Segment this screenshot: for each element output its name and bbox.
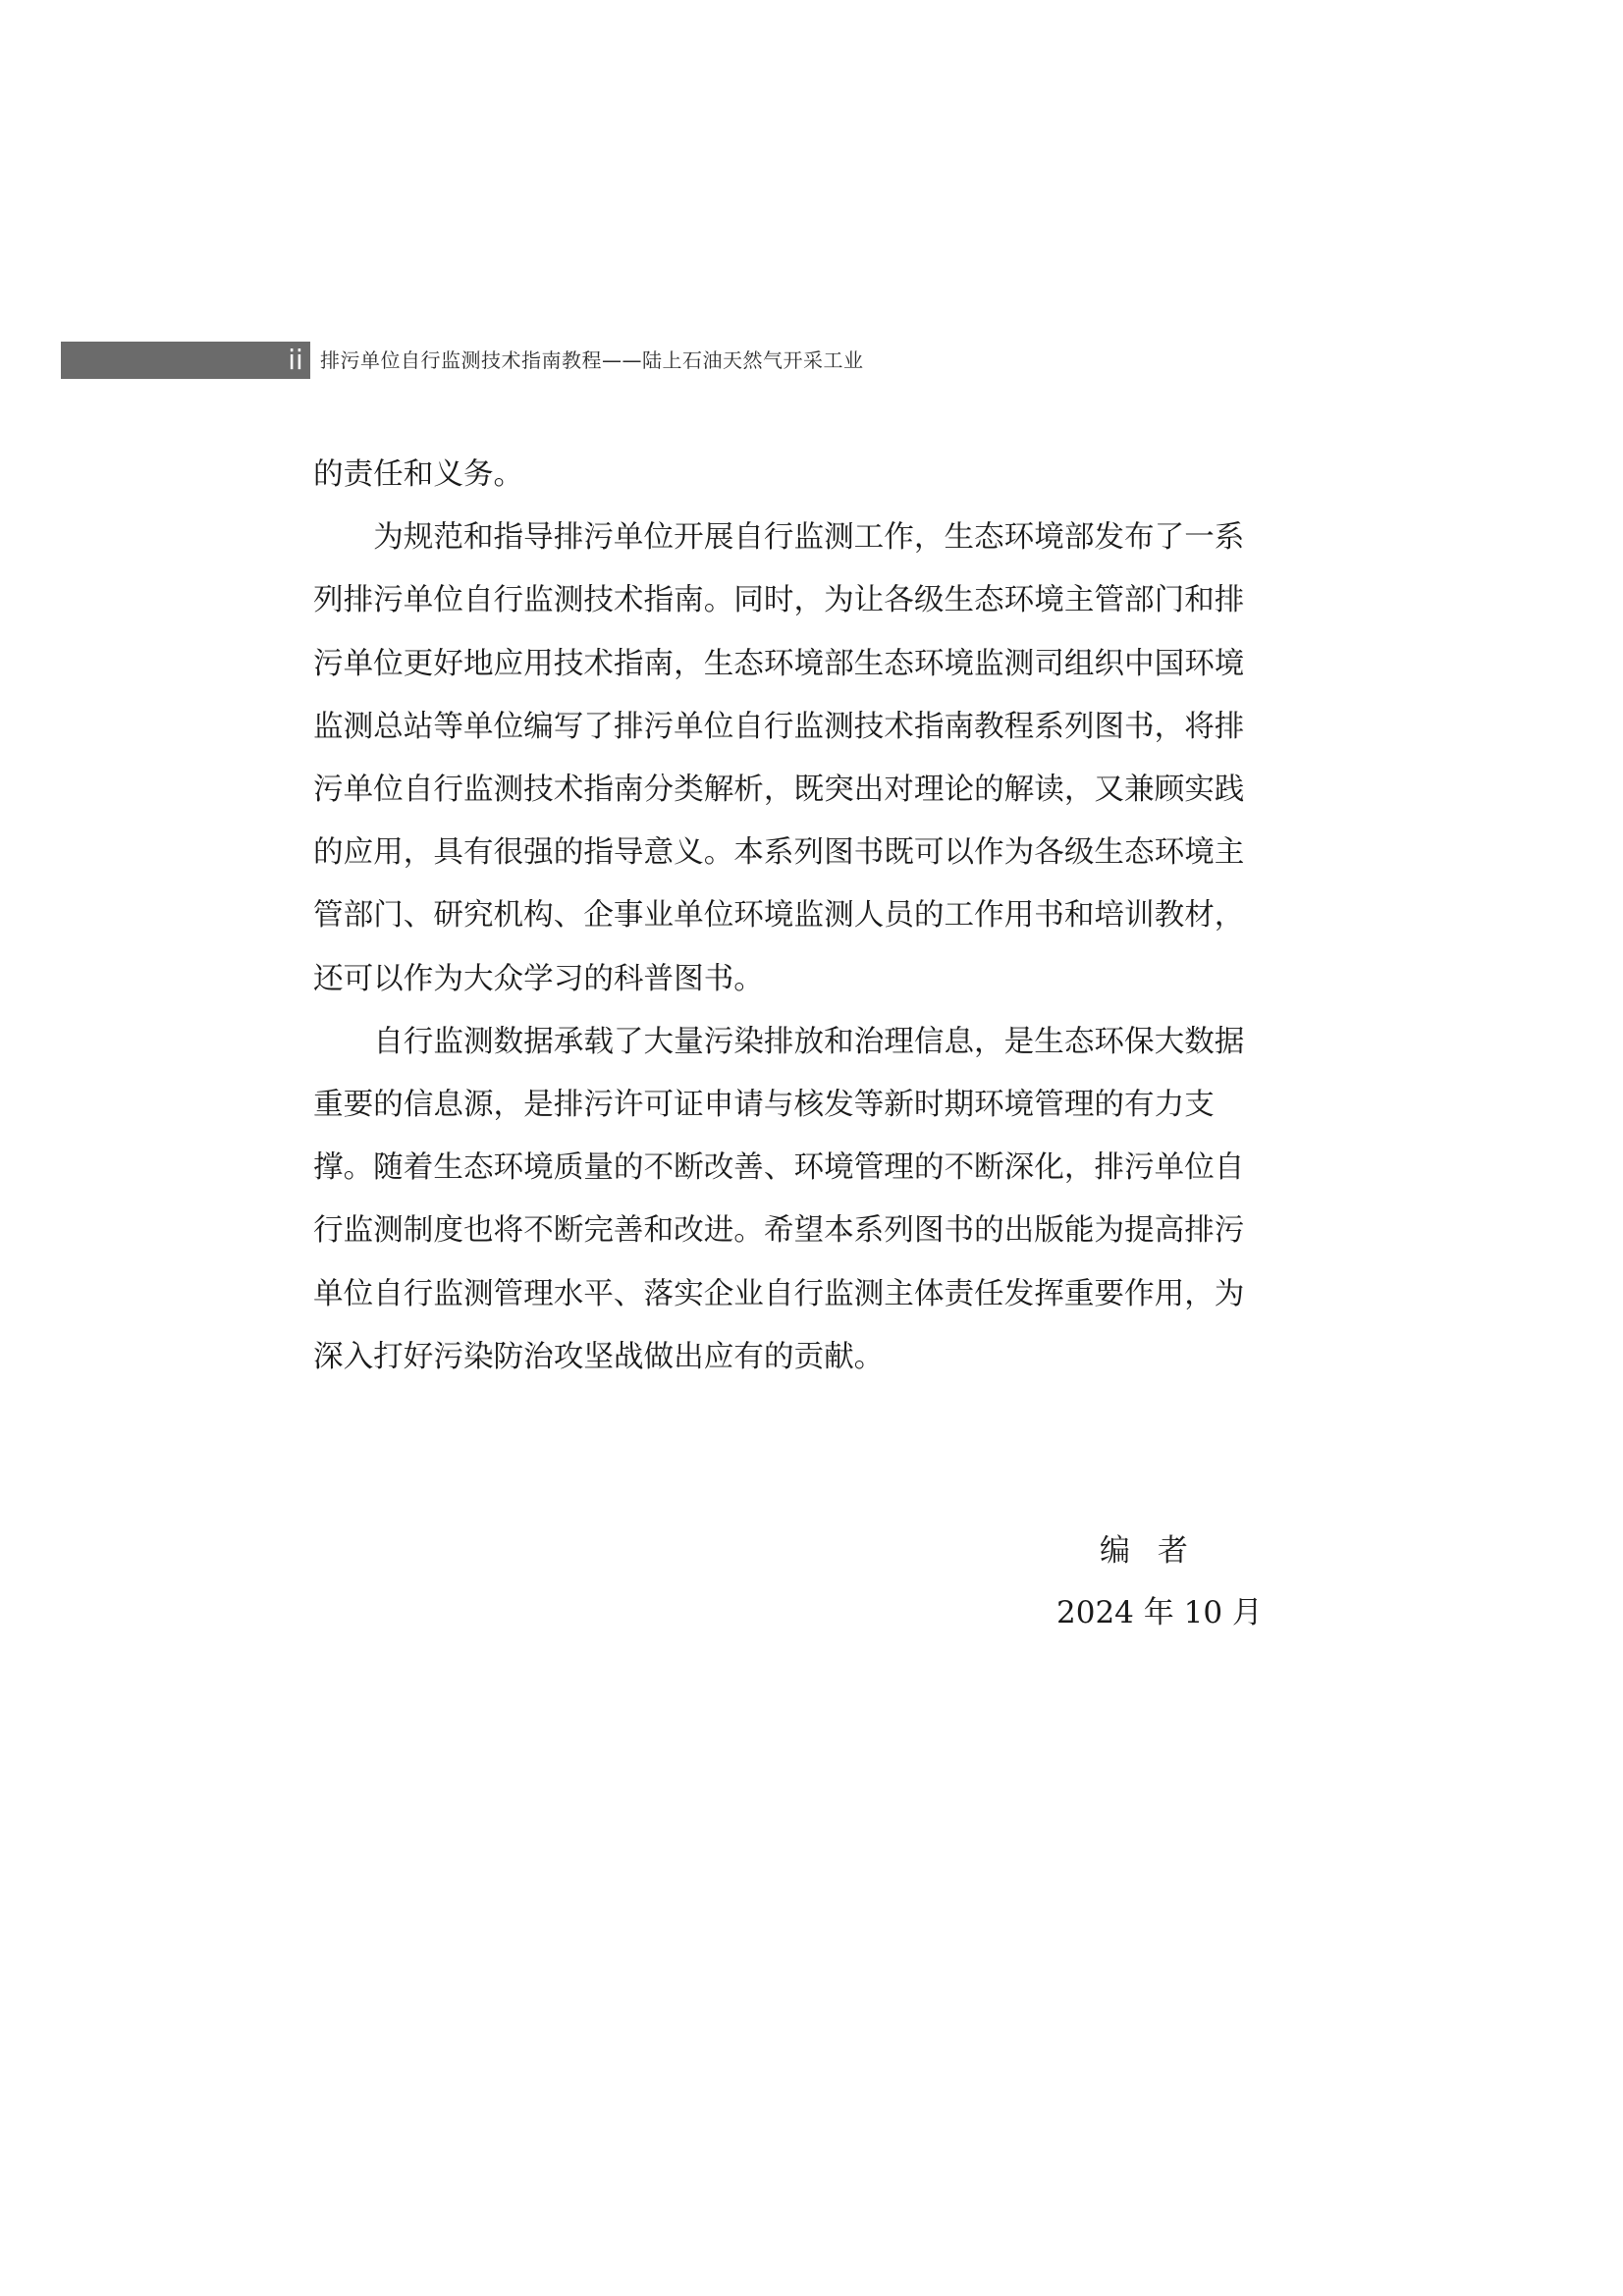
author-signature: 编者 [1100,1533,1216,1569]
text-line: 重要的信息源，是排污许可证申请与核发等新时期环境管理的有力支 [313,1088,1215,1123]
text-line: 自行监测数据承载了大量污染排放和治理信息，是生态环保大数据 [373,1024,1245,1059]
preface-body [313,444,1326,1389]
running-header-band [61,342,310,379]
text-line: 为规范和指导排污单位开展自行监测工作，生态环境部发布了一系 [373,520,1245,556]
text-line: 管部门、研究机构、企事业单位环境监测人员的工作用书和培训教材， [313,898,1245,934]
paragraph-continuation [313,444,1326,507]
text-line: 还可以作为大众学习的科普图书。 [313,961,764,996]
running-header-title: 排污单位自行监测技术指南教程——陆上石油天然气开采工业 [320,348,864,372]
text-line: 撑。随着生态环境质量的不断改善、环境管理的不断深化，排污单位自 [313,1150,1245,1186]
text-line: 单位自行监测管理水平、落实企业自行监测主体责任发挥重要作用，为 [313,1276,1245,1311]
text-line: 列排污单位自行监测技术指南。同时，为让各级生态环境主管部门和排 [313,583,1245,618]
text-line: 行监测制度也将不断完善和改进。希望本系列图书的出版能为提高排污 [313,1213,1245,1249]
text-line: 的应用，具有很强的指导意义。本系列图书既可以作为各级生态环境主 [313,835,1245,871]
text-line: 的责任和义务。 [313,457,524,492]
text-line: 监测总站等单位编写了排污单位自行监测技术指南教程系列图书，将排 [313,709,1245,744]
text-line: 污单位自行监测技术指南分类解析，既突出对理论的解读，又兼顾实践 [313,773,1245,808]
paragraph-monitoring-data [313,1011,1326,1389]
paragraph-series-introduction [313,507,1326,1011]
page-number: ii [288,344,303,376]
text-line: 深入打好污染防治攻坚战做出应有的贡献。 [313,1339,885,1374]
text-line: 污单位更好地应用技术指南，生态环境部生态环境监测司组织中国环境 [313,646,1245,681]
signature-date: 2024 年 10 月 [1056,1595,1263,1630]
